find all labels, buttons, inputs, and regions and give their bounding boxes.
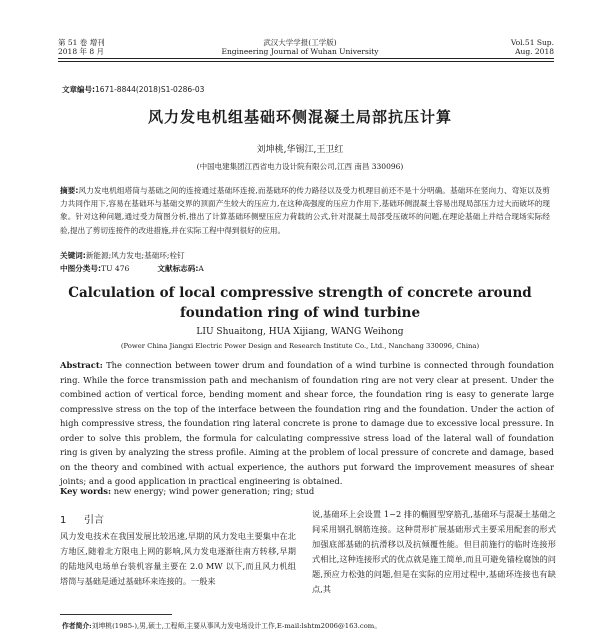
abstract-en-text: The connection between tower drum and foundation of a wind turbine is connected through foundation ring. While the force transmission path and mechanism of foundation ring are not very clear at present. Under the combined action of vertical force, bending moment and shear force, the foundation ring is easy to generate large compressive stress on the top of the interface between the foundation ring and the foundation. Under the action of high compressive stress, the foundation ring lateral concrete is prone to damage due to excessive local pressure. In order to solve this problem, the formula for calculating compressive stress load of the lateral wall of foundation ring is given by analyzing the stress profile. Aiming at the problem of local pressure of concrete and damage, based on the theory and combined with actual experience, the authors put forward the improvement measures of shear joints; and a good application in practical engineering is obtained. bbox=[60, 360, 554, 486]
footnote bbox=[62, 620, 381, 630]
article-number bbox=[62, 84, 204, 95]
title-en-line1: Calculation of local compressive strength of concrete around bbox=[68, 285, 532, 301]
keywords-en-label: Key words: bbox=[60, 486, 112, 496]
keywords-cn-text: 新能源;风力发电;基础环;栓钉 bbox=[85, 251, 185, 260]
keywords-en bbox=[60, 486, 314, 496]
authors-en: LIU Shuaitong, HUA Xijiang, WANG Weihong bbox=[196, 327, 404, 337]
footnote-rule bbox=[60, 614, 172, 615]
footnote-text: 刘坤桃(1985-),男,硕士,工程师,主要从事风力发电场设计工作,E-mail:lshtm2006@163.com。 bbox=[91, 622, 382, 630]
abstract-cn-label: 摘要: bbox=[60, 186, 79, 195]
abstract-en-label: Abstract: bbox=[60, 360, 103, 370]
classification bbox=[60, 262, 550, 275]
abstract-cn-text: 风力发电机组塔筒与基础之间的连接通过基础环连接,而基础环的传力路径以及受力机理目前还不是十分明确。基础环在竖向力、弯矩以及剪力共同作用下,容易在基础环与基础交界的顶面产生较大的压应力,在这种高强度的压应力作用下,基础环侧混凝土容易出现局部压力过大而破坏的现象。针对这种问题,通过受力简图分析,推出了计算基础环侧壁压应力荷载的公式,针对混凝土局部受压破坏的问题,在理论基础上并结合现场实际经验,提出了剪切连接件的改进措施,并在实际工程中得到很好的应用。 bbox=[60, 186, 550, 235]
article-number-label: 文章编号: bbox=[62, 85, 95, 94]
date-cn: 2018 年 8 月 bbox=[58, 47, 105, 56]
abstract-cn bbox=[60, 184, 550, 237]
section-title: 引言 bbox=[84, 515, 104, 526]
abstract-en bbox=[60, 358, 554, 489]
journal-name-cn: 武汉大学学报(工学版) bbox=[263, 38, 337, 47]
section-heading bbox=[60, 511, 104, 526]
clc-label: 中图分类号: bbox=[60, 264, 102, 273]
keywords-cn bbox=[60, 249, 550, 262]
doc-code-label: 文献标志码: bbox=[157, 264, 199, 273]
affiliation-cn: (中国电建集团江西省电力设计院有限公司,江西 南昌 330096) bbox=[196, 162, 404, 171]
footnote-label: 作者简介: bbox=[62, 622, 92, 630]
journal-name-en: Engineering Journal of Wuhan University bbox=[221, 47, 379, 56]
clc-value: TU 476 bbox=[101, 264, 130, 273]
keywords-en-text: new energy; wind power generation; ring; stud bbox=[113, 486, 315, 496]
section-number: 1 bbox=[60, 515, 67, 526]
header-rule-thin bbox=[58, 61, 554, 62]
title-en bbox=[0, 283, 600, 323]
affiliation-en: (Power China Jiangxi Electric Power Design and Research Institute Co., Ltd., Nanchang 330096, China) bbox=[120, 342, 480, 350]
volume-issue-en: Vol.51 Sup. bbox=[510, 38, 554, 47]
keywords-cn-label: 关键词: bbox=[60, 251, 86, 260]
doc-code-value: A bbox=[198, 264, 204, 273]
title-en-line2: foundation ring of wind turbine bbox=[179, 305, 421, 321]
date-en: Aug. 2018 bbox=[515, 47, 554, 56]
title-cn: 风力发电机组基础环侧混凝土局部抗压计算 bbox=[147, 108, 452, 126]
volume-issue-cn: 第 51 卷 增刊 bbox=[58, 38, 105, 47]
header-right bbox=[511, 38, 554, 56]
body-left-column: 风力发电技术在我国发展比较迅速,早期的风力发电主要集中在北方地区,随着北方限电上网的影响,风力发电逐渐往南方转移,早期的陆地风电场单台装机容量主要在 2.0 MW 以下,而且风力机组塔筒与基础是通过基础环来连接的。一般来 bbox=[60, 531, 296, 586]
authors-cn: 刘坤桃,华锡江,王卫红 bbox=[256, 145, 344, 155]
header-rule bbox=[58, 58, 554, 59]
body-right-column: 说,基础环上会设置 1~2 排的椭圆型穿筋孔,基础环与混凝土基础之间采用钢孔钢筋连接。这种贯形扩展基础形式主要采用配套的形式加强底部基础的抗滑移以及抗倾覆性能。但目前施行的临时连接形式相比,这种连接形式的优点就是施工简单,而且可避免锚栓腐蚀的问题,预应力松弛的问题,但是在实际的应用过程中,基础环连接也有缺点,其 bbox=[312, 509, 556, 594]
article-number-value: 1671-8844(2018)S1-0286-03 bbox=[95, 85, 205, 94]
